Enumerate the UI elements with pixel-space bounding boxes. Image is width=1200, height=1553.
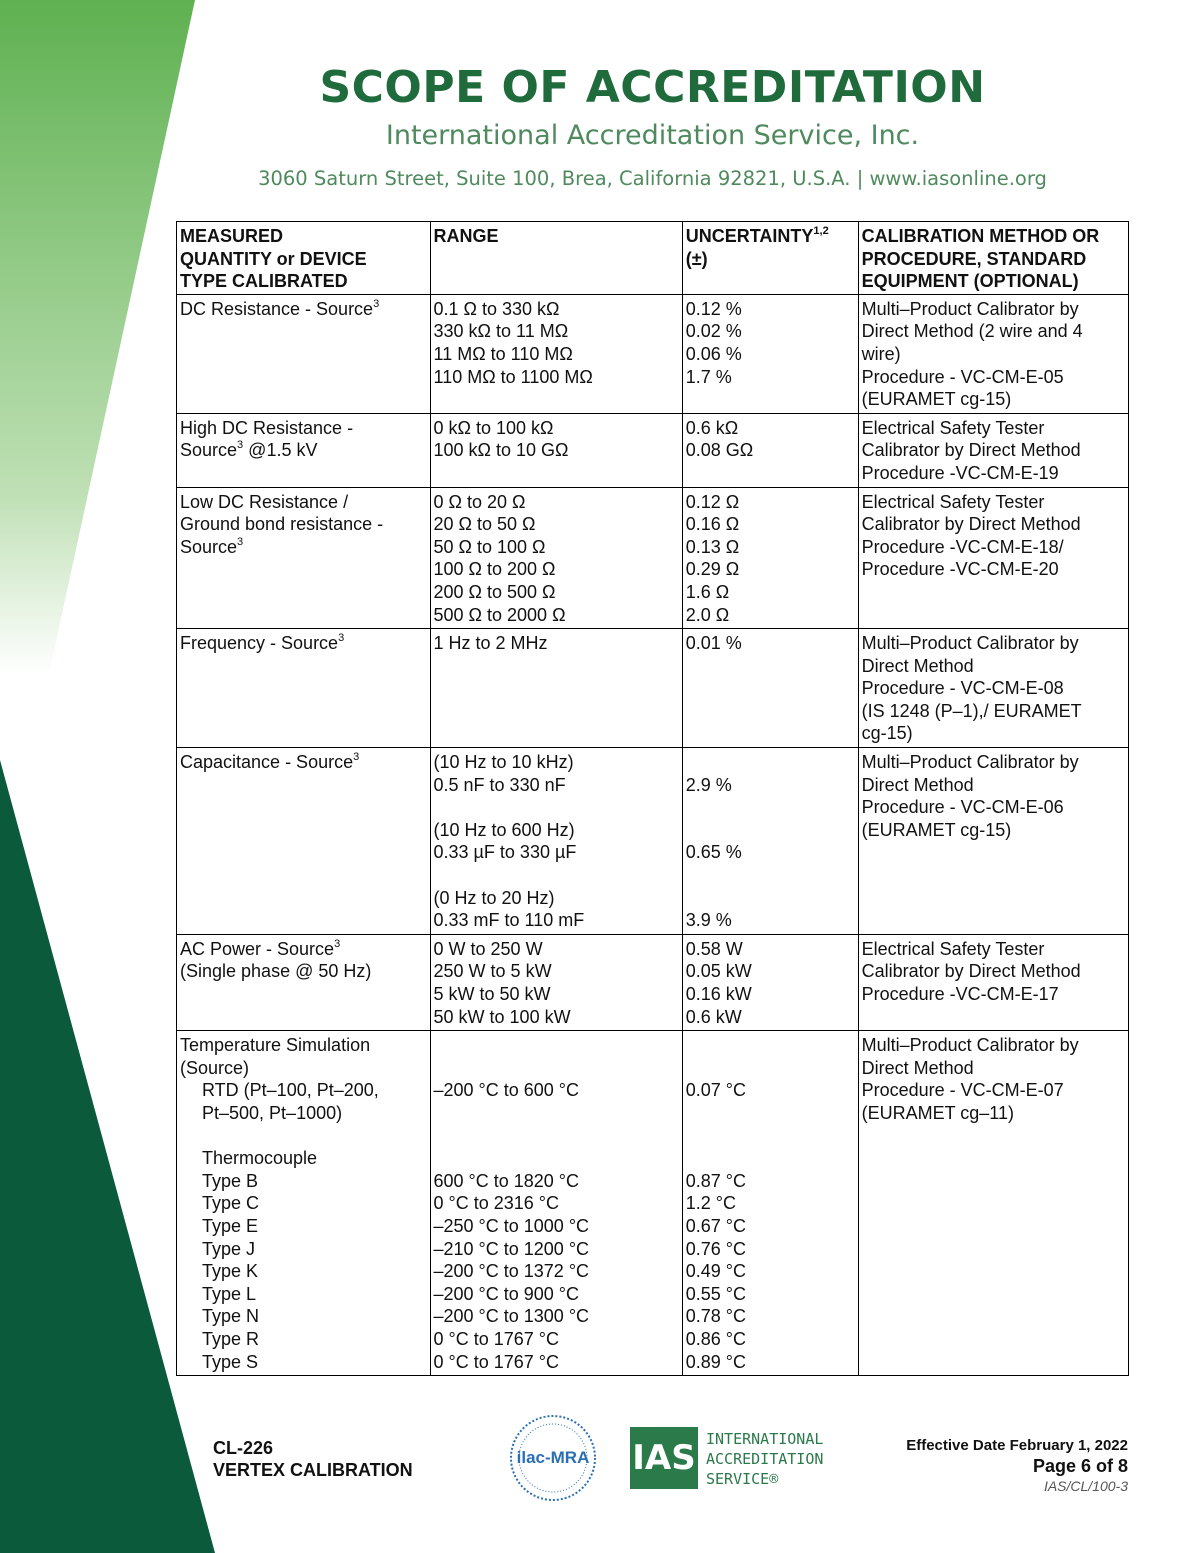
range-line: –200 °C to 1372 °C [433,1261,590,1282]
uncertainty-line: 3.9 % [685,910,732,931]
quantity-line: High DC Resistance - [180,417,354,438]
method-line: Procedure -VC-CM-E-19 [861,462,1059,483]
cell-method [858,1031,1128,1376]
cell-method [858,629,1128,748]
quantity-line: DC Resistance - Source$^3$ [180,297,380,319]
footer-certificate [213,1437,413,1481]
header-line: (±) [685,248,708,269]
method-line: Calibrator by Direct Method [861,514,1081,535]
method-line: Multi–Product Calibrator by [861,752,1079,773]
quantity-line: RTD (Pt–100, Pt–200, [202,1080,379,1101]
cell-quantity [177,748,431,935]
uncertainty-line: 1.2 °C [685,1193,736,1214]
certificate-number: CL-226 [213,1438,274,1458]
method-line: Direct Method [861,1057,974,1078]
uncertainty-line: 0.78 °C [685,1306,746,1327]
uncertainty-line: 0.29 Ω [685,559,740,580]
method-line: (EURAMET cg-15) [861,389,1012,410]
cell-uncertainty [682,748,858,935]
range-line: 0 °C to 2316 °C [433,1193,559,1214]
uncertainty-line: 0.86 °C [685,1328,746,1349]
cell-method [858,934,1128,1030]
cell-uncertainty [682,487,858,629]
range-line: 1 Hz to 2 MHz [433,633,548,654]
header-cell-range [430,222,682,295]
ias-logo-line: SERVICE® [706,1470,779,1488]
uncertainty-line: 0.06 % [685,343,742,364]
uncertainty-line [686,819,855,842]
method-line: (EURAMET cg–11) [861,1102,1014,1123]
cell-quantity [177,294,431,413]
range-line [434,1102,679,1125]
uncertainty-line: 0.76 °C [685,1238,746,1259]
uncertainty-line: 0.01 % [685,633,742,654]
cell-quantity [177,487,431,629]
method-line: (IS 1248 (P–1),/ EURAMET [861,700,1082,721]
quantity-line: Type C [202,1193,260,1214]
uncertainty-line [686,864,855,887]
cell-uncertainty [682,1031,858,1376]
range-line [434,1057,679,1080]
footer-page-info [906,1436,1128,1495]
uncertainty-line: 0.6 kΩ [685,417,739,438]
range-line: 0.1 Ω to 330 kΩ [433,298,560,319]
range-line [434,1125,679,1148]
table-row [177,934,1129,1030]
footnote-marker: 3 [237,439,244,452]
quantity-line: Frequency - Source$^3$ [180,632,345,654]
quantity-line: AC Power - Source$^3$ [180,937,341,959]
quantity-line: Source$^3$ [180,535,244,557]
cell-range [430,629,682,748]
range-line: 0 Ω to 20 Ω [433,491,526,512]
page-number: Page 6 of 8 [1032,1456,1128,1476]
method-line: Multi–Product Calibrator by [861,633,1079,654]
cell-method [858,748,1128,935]
uncertainty-line [686,1125,855,1148]
cell-uncertainty [682,294,858,413]
cell-uncertainty [682,413,858,487]
range-line: 5 kW to 50 kW [433,984,551,1004]
scope-table [176,221,1129,1376]
method-line: Procedure - VC-CM-E-08 [861,678,1064,699]
cell-range [430,748,682,935]
table-header-row [177,222,1129,295]
ias-logo-line: INTERNATIONAL [706,1430,824,1448]
header-line: EQUIPMENT (OPTIONAL) [861,271,1079,292]
cell-range [430,487,682,629]
cell-quantity [177,413,431,487]
uncertainty-line: 2.0 Ω [685,604,730,625]
range-line: 200 Ω to 500 Ω [433,581,556,602]
quantity-line: Thermocouple [202,1148,318,1169]
uncertainty-line: 2.9 % [685,774,732,795]
uncertainty-line [686,751,855,774]
range-line: (0 Hz to 20 Hz) [433,887,555,908]
range-line: 500 Ω to 2000 Ω [433,604,566,625]
method-line: Calibrator by Direct Method [861,440,1081,461]
uncertainty-line: 0.08 GΩ [685,440,754,461]
uncertainty-line: 0.67 °C [685,1215,746,1236]
uncertainty-line [686,1147,855,1170]
range-line: 0.33 µF to 330 µF [433,842,577,863]
cell-range [430,1031,682,1376]
organization-address: 3060 Saturn Street, Suite 100, Brea, California 92821, U.S.A. | www.iasonline.org [258,167,1047,190]
table-row [177,1031,1129,1376]
method-line: Direct Method (2 wire and 4 [861,321,1083,342]
range-line: 250 W to 5 kW [433,961,552,982]
range-line: 50 Ω to 100 Ω [433,536,546,557]
uncertainty-line [686,1034,855,1057]
range-line: –200 °C to 600 °C [433,1080,580,1101]
quantity-line: Type J [202,1238,256,1259]
method-line: Procedure - VC-CM-E-05 [861,366,1064,387]
cell-range [430,413,682,487]
header-line: UNCERTAINTY$^{1,2}$ [685,225,829,246]
cell-range [430,934,682,1030]
quantity-line: (Source) [180,1057,250,1078]
quantity-line: Type K [202,1261,259,1282]
range-line [434,796,679,819]
cell-uncertainty [682,934,858,1030]
cell-method [858,294,1128,413]
method-line: Electrical Safety Tester [861,938,1045,959]
method-line: Multi–Product Calibrator by [861,1035,1079,1056]
organization-name: International Accreditation Service, Inc. [385,120,920,151]
uncertainty-line: 0.55 °C [685,1283,746,1304]
uncertainty-line: 0.12 Ω [685,491,740,512]
cell-quantity [177,629,431,748]
cell-range [430,294,682,413]
range-line: –200 °C to 900 °C [433,1283,580,1304]
quantity-line: (Single phase @ 50 Hz) [180,961,372,982]
range-line: –200 °C to 1300 °C [433,1306,590,1327]
uncertainty-line: 0.02 % [685,321,742,342]
uncertainty-line: 0.58 W [685,938,743,959]
table-row [177,294,1129,413]
quantity-line: Source$^3$ @1.5 kV [180,439,318,461]
uncertainty-line: 0.6 kW [685,1006,742,1027]
range-line: 100 kΩ to 10 GΩ [433,440,569,461]
method-line: Procedure - VC-CM-E-07 [861,1080,1064,1101]
footnote-marker: 3 [353,751,360,764]
range-line: 0 kΩ to 100 kΩ [433,417,554,438]
ias-logo-wordmark [706,1429,823,1489]
quantity-line: Capacitance - Source$^3$ [180,751,360,773]
range-line: 0 °C to 1767 °C [433,1328,559,1349]
quantity-line: Temperature Simulation [180,1035,371,1056]
uncertainty-line: 0.13 Ω [685,536,740,557]
uncertainty-line: 0.07 °C [685,1080,746,1101]
uncertainty-line: 0.16 kW [685,984,752,1004]
effective-date: Effective Date February 1, 2022 [906,1437,1128,1454]
uncertainty-line: 0.87 °C [685,1170,746,1191]
cell-quantity [177,1031,431,1376]
laboratory-name: VERTEX CALIBRATION [213,1460,413,1480]
header-cell-uncertainty [682,222,858,295]
quantity-line: Type R [202,1328,260,1349]
table-row [177,748,1129,935]
range-line: 11 MΩ to 110 MΩ [433,343,573,364]
range-line: –210 °C to 1200 °C [433,1238,590,1259]
method-line: Calibrator by Direct Method [861,961,1081,982]
range-line: –250 °C to 1000 °C [433,1215,590,1236]
range-line: 0 °C to 1767 °C [433,1351,559,1372]
range-line: (10 Hz to 10 kHz) [433,752,574,773]
method-line: Procedure -VC-CM-E-17 [861,984,1059,1004]
cell-uncertainty [682,629,858,748]
uncertainty-line [686,1057,855,1080]
range-line: 0.33 mF to 110 mF [433,910,585,931]
uncertainty-line: 0.16 Ω [685,514,740,535]
uncertainty-line [686,796,855,819]
quantity-line: Type L [202,1283,257,1304]
page-header [200,58,1105,194]
range-line: 50 kW to 100 kW [433,1006,571,1027]
footnote-marker: 3 [237,535,244,548]
uncertainty-line: 0.05 kW [685,961,752,982]
footnote-marker: 3 [373,297,380,310]
header-cell-method [858,222,1128,295]
ias-logo-line: ACCREDITATION [706,1450,824,1468]
quantity-line: Type E [202,1215,259,1236]
uncertainty-line: 1.7 % [685,366,732,387]
quantity-line: Low DC Resistance / [180,491,349,512]
table-row [177,487,1129,629]
quantity-line: Type B [202,1170,259,1191]
uncertainty-line: 0.89 °C [685,1351,746,1372]
ilac-logo-text: ilac-MRA [516,1448,590,1467]
method-line: Procedure -VC-CM-E-18/ [861,536,1064,557]
uncertainty-line [686,887,855,910]
range-line: 0.5 nF to 330 nF [433,774,566,795]
page-title: SCOPE OF ACCREDITATION [319,62,986,113]
ias-logo [630,1427,824,1491]
range-line [434,1034,679,1057]
uncertainty-line: 0.12 % [685,298,742,319]
ias-logo-mark: IAS [630,1427,698,1489]
range-line: 330 kΩ to 11 MΩ [433,321,569,342]
method-line: Procedure - VC-CM-E-06 [861,797,1064,818]
header-line: MEASURED [180,226,284,246]
range-line [434,864,679,887]
method-line: Procedure -VC-CM-E-20 [861,559,1059,580]
quantity-line: Pt–500, Pt–1000) [202,1102,343,1123]
range-line: (10 Hz to 600 Hz) [433,819,575,840]
method-line: wire) [861,343,901,364]
uncertainty-line [686,1102,855,1125]
method-line: Multi–Product Calibrator by [861,298,1079,319]
range-line: 100 Ω to 200 Ω [433,559,556,580]
method-line: Direct Method [861,774,974,795]
header-line: PROCEDURE, STANDARD [861,248,1087,269]
cell-method [858,487,1128,629]
range-line: 600 °C to 1820 °C [433,1170,580,1191]
header-line: TYPE CALIBRATED [180,271,348,292]
table-body [177,294,1129,1375]
footnote-marker: 1,2 [813,225,829,237]
method-line: cg-15) [861,723,913,744]
range-line [434,1147,679,1170]
light-green-band [0,0,195,900]
table-row [177,413,1129,487]
method-line: Electrical Safety Tester [861,491,1045,512]
ilac-mra-logo [508,1413,598,1503]
header-line: RANGE [433,226,499,246]
quantity-line [180,1125,427,1148]
method-line: Direct Method [861,655,974,676]
form-reference: IAS/CL/100-3 [1043,1478,1128,1494]
method-line: (EURAMET cg-15) [861,819,1012,840]
quantity-line: Ground bond resistance - [180,514,384,535]
header-line: CALIBRATION METHOD OR [861,226,1100,246]
cell-method [858,413,1128,487]
method-line: Electrical Safety Tester [861,417,1045,438]
footnote-marker: 3 [338,632,345,645]
range-line: 20 Ω to 50 Ω [433,514,536,535]
quantity-line: Type N [202,1306,260,1327]
quantity-line: Type S [202,1351,259,1372]
footnote-marker: 3 [334,937,341,950]
header-cell-quantity [177,222,431,295]
table-row [177,629,1129,748]
uncertainty-line: 0.65 % [685,842,742,863]
uncertainty-line: 0.49 °C [685,1261,746,1282]
header-line: QUANTITY or DEVICE [180,248,367,269]
cell-quantity [177,934,431,1030]
range-line: 0 W to 250 W [433,938,543,959]
uncertainty-line: 1.6 Ω [685,581,730,602]
range-line: 110 MΩ to 1100 MΩ [433,366,593,387]
